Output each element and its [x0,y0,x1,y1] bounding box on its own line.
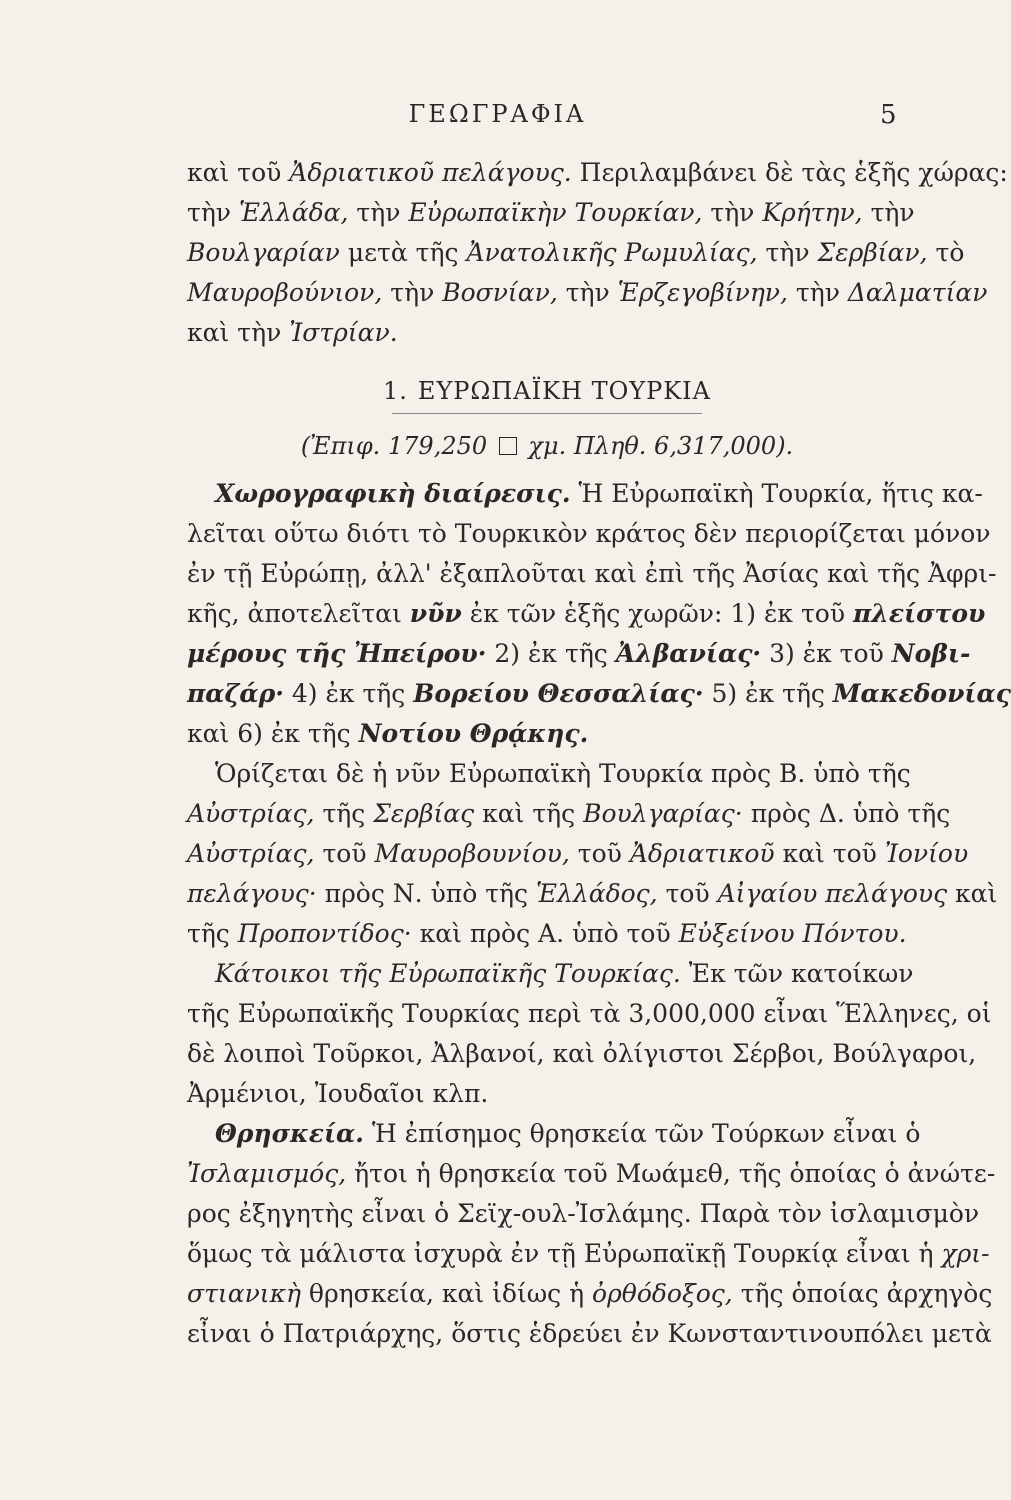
text-line: στιανικὴ θρησκεία, καὶ ἰδίως ἡ ὀρθόδοξος, τῆς ὁποίας ἀρχηγὸς [187,1279,993,1308]
text-line: καὶ τὴν Ἰστρίαν. [187,318,398,347]
text-line: εἶναι ὁ Πατριάρχης, ὅστις ἑδρεύει ἐν Κωνσταντινουπόλει μετὰ [187,1319,992,1348]
text-line: Αὐστρίας, τοῦ Μαυροβουνίου, τοῦ Ἀδριατικοῦ καὶ τοῦ Ἰονίου [187,839,969,868]
text-line: Μαυροβούνιον, τὴν Βοσνίαν, τὴν Ἑρζεγοβίνην, τὴν Δαλματίαν [187,278,988,307]
section-stats: (Ἐπιφ. 179,250 χμ. Πληθ. 6,317,000). [300,432,794,460]
text-line: ἐν τῇ Εὐρώπῃ, ἀλλ' ἐξαπλοῦται καὶ ἐπὶ τῆς Ἀσίας καὶ τῆς Ἀφρι- [187,559,997,588]
text-line: ρος ἐξηγητὴς εἶναι ὁ Σεϊχ-ουλ-Ἰσλάμης. Παρὰ τὸν ἰσλαμισμὸν [187,1199,980,1228]
section-heading: ΕΥΡΩΠΑΪΚΗ ΤΟΥΡΚΙΑ [417,377,711,405]
text-line: δὲ λοιποὶ Τοῦρκοι, Ἀλβανοί, καὶ ὀλίγιστοι Σέρβοι, Βούλγαροι, [187,1039,977,1068]
text-line: ὅμως τὰ μάλιστα ἰσχυρὰ ἐν τῇ Εὐρωπαϊκῇ Τουρκίᾳ εἶναι ἡ χρι- [187,1239,990,1268]
paragraph-inhabitants [187,954,992,1114]
text-line: τῆς Εὐρωπαϊκῆς Τουρκίας περὶ τὰ 3,000,000 εἶναι Ἕλληνες, οἱ [187,999,992,1028]
section-title [187,371,907,411]
text-line: καὶ 6) ἐκ τῆς Νοτίου Θρᾴκης. [187,719,589,748]
text-line: Αὐστρίας, τῆς Σερβίας καὶ τῆς Βουλγαρίας· πρὸς Δ. ὑπὸ τῆς [187,799,951,828]
text-line: Κάτοικοι τῆς Εὐρωπαϊκῆς Τουρκίας. Ἐκ τῶν κατοίκων [215,959,914,988]
intro-paragraph [187,153,1008,353]
running-header: ΓΕΩΓΡΑΦΙΑ [408,100,587,128]
text-line: Βουλγαρίαν μετὰ τῆς Ἀνατολικῆς Ρωμυλίας, τὴν Σερβίαν, τὸ [187,238,965,267]
text-line: τὴν Ἑλλάδα, τὴν Εὐρωπαϊκὴν Τουρκίαν, τὴν Κρήτην, τὴν [187,198,915,227]
text-line: μέρους τῆς Ἠπείρου· 2) ἐκ τῆς Ἀλβανίας· 3) ἐκ τοῦ Νοβι- [187,639,971,668]
page-body [187,153,1011,1354]
text-line: πελάγους· πρὸς Ν. ὑπὸ τῆς Ἑλλάδος, τοῦ Αἰγαίου πελάγους καὶ [187,879,998,908]
text-line: παζάρ· 4) ἐκ τῆς Βορείου Θεσσαλίας· 5) ἐκ τῆς Μακεδονίας [187,679,1011,708]
section-number: 1. [383,377,408,405]
square-symbol-icon [499,437,517,455]
text-line: κῆς, ἀποτελεῖται νῦν ἐκ τῶν ἑξῆς χωρῶν: 1) ἐκ τοῦ πλείστου [187,599,986,628]
text-line: Χωρογραφικὴ διαίρεσις. Ἡ Εὐρωπαϊκὴ Τουρκία, ἥτις κα- [215,479,983,508]
text-line: Ὁρίζεται δὲ ἡ νῦν Εὐρωπαϊκὴ Τουρκία πρὸς Β. ὑπὸ τῆς [215,759,911,788]
text-line: τῆς Προποντίδος· καὶ πρὸς Α. ὑπὸ τοῦ Εὐξείνου Πόντου. [187,919,907,948]
paragraph-borders [187,754,998,954]
text-line: Ἰσλαμισμός, ἤτοι ἡ θρησκεία τοῦ Μωάμεθ, τῆς ὁποίας ὁ ἀνώτε- [187,1159,996,1188]
section-rule [392,413,702,414]
text-line: λεῖται οὕτω διότι τὸ Τουρκικὸν κράτος δὲν περιορίζεται μόνον [187,519,991,548]
text-line: καὶ τοῦ Ἀδριατικοῦ πελάγους. Περιλαμβάνει δὲ τὰς ἑξῆς χώρας: [187,158,1008,187]
text-line: Ἀρμένιοι, Ἰουδαῖοι κλπ. [187,1079,489,1108]
paragraph-divisions [187,474,1011,754]
paragraph-religion [187,1114,996,1354]
page-number: 5 [880,100,897,130]
text-line: Θρησκεία. Ἡ ἐπίσημος θρησκεία τῶν Τούρκων εἶναι ὁ [215,1119,921,1148]
